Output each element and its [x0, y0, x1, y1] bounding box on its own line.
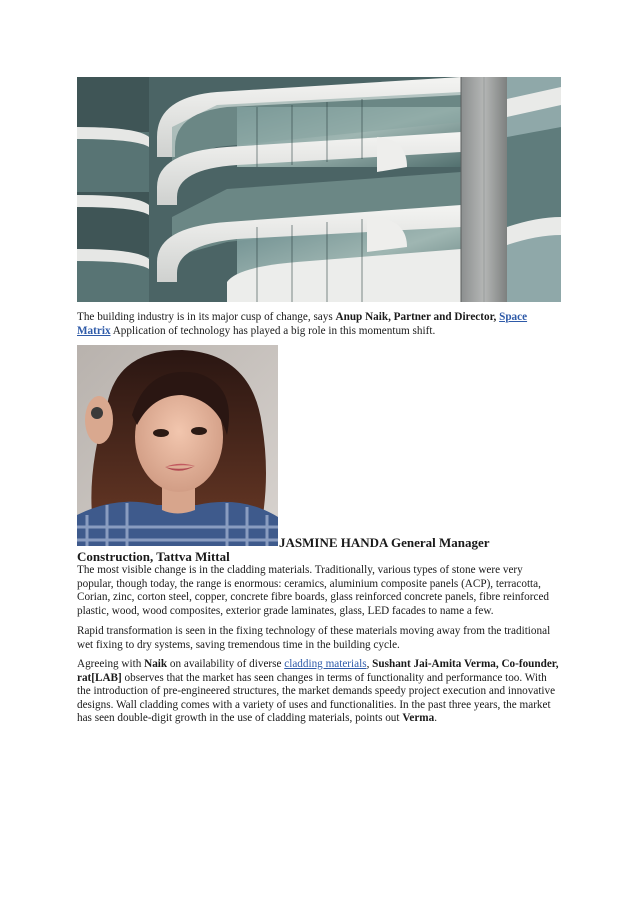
caption-person: Anup Naik, Partner and Director, [335, 311, 500, 323]
paragraph-2-text: Rapid transformation is seen in the fixing technology of these materials moving away from the traditional wet fixing to dry systems, saving tremendous time in the building cycle. [77, 625, 551, 651]
photo-caption [77, 311, 561, 338]
p3-text-4: observes that the market has seen changes in terms of functionality and performance too. With the introduction of pre-engineered structures, the market demands speedy project execution and innovative designs. Wall cladding comes with a variety of uses and functionalities. In the past three years, the market has seen double-digit growth in the use of cladding materials, points out [77, 671, 556, 725]
p3-bold-naik: Naik [144, 658, 168, 670]
space-matrix-link[interactable]: Space Matrix [77, 311, 528, 337]
paragraph-fixing-technology [77, 625, 561, 652]
paragraph-market-growth [77, 658, 561, 726]
building-facade-photo [77, 77, 561, 302]
p3-text-1: Agreeing with [77, 658, 145, 670]
p3-bold-verma: Verma [402, 712, 435, 725]
paragraph-1-text: The most visible change is in the cladding materials. Traditionally, various types of stone were very popular, though today, the range is enormous: ceramics, aluminium composite panels (ACP), terracotta, Corian, zinc, corton steel, copper, concrete fibre boards, glass reinforced concrete panels, fibre reinforced plastic, wood, wood composites, exterior grade laminates, glass, LED facades to name a few. [77, 564, 550, 617]
paragraph-3-text [77, 658, 561, 726]
caption-text: The building industry is in its major cusp of change, says [77, 311, 336, 323]
p3-text-5: . [434, 712, 438, 725]
portrait-photo [77, 345, 278, 546]
p3-bold-verma-full: Sushant Jai-Amita Verma, Co-founder, rat[LAB] [77, 658, 559, 684]
paragraph-cladding-materials [77, 564, 561, 618]
caption-text-end: Application of technology has played a big role in this momentum shift. [110, 324, 436, 337]
profile-name-title: JASMINE HANDA General Manager [279, 535, 490, 550]
p3-text-2: on availability of diverse [167, 658, 285, 670]
profile-role-company: Construction, Tattva Mittal [77, 549, 230, 564]
cladding-materials-link[interactable]: cladding materials [284, 658, 367, 670]
p3-text-3: , [366, 658, 373, 670]
